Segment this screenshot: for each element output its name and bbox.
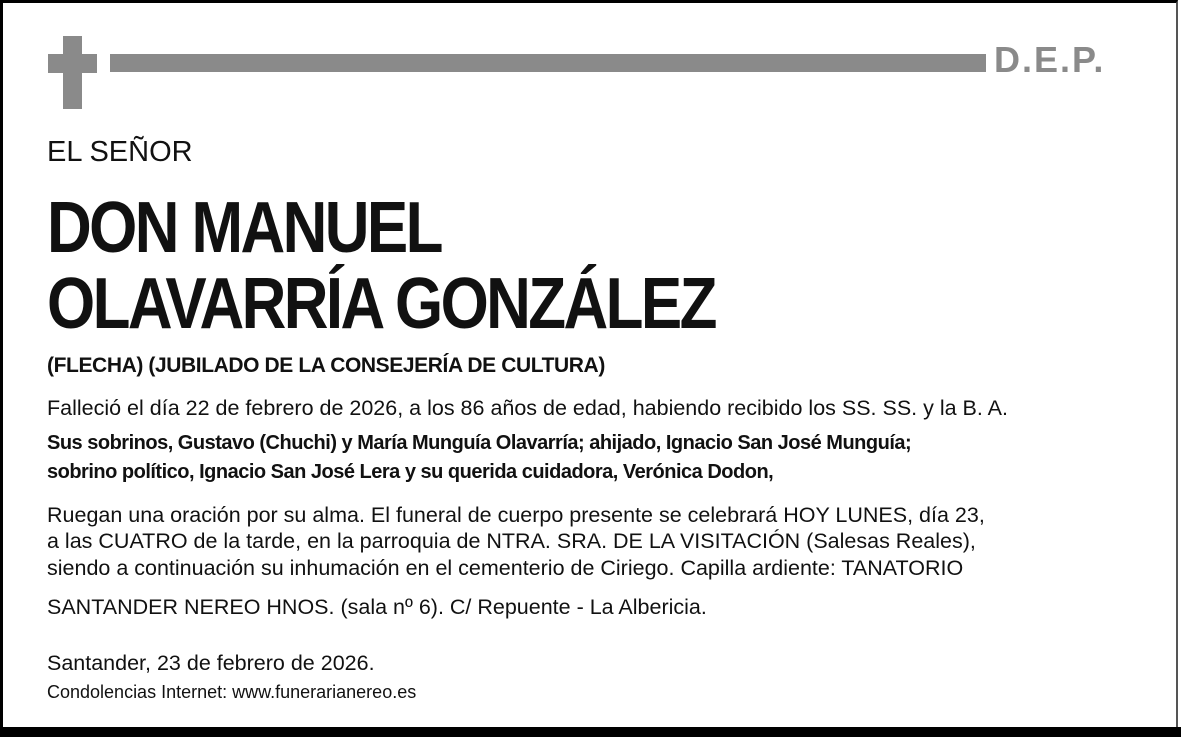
title-prefix: EL SEÑOR xyxy=(47,136,193,168)
condolences: Condolencias Internet: www.funerarianereo.es xyxy=(47,682,417,702)
subtitle: (FLECHA) (JUBILADO DE LA CONSEJERÍA DE CULTURA) xyxy=(47,354,605,377)
deceased-name-line-2: OLAVARRÍA GONZÁLEZ xyxy=(47,264,715,344)
dep-label: D.E.P. xyxy=(994,39,1106,80)
family-line-2: sobrino político, Ignacio San José Lera y su querida cuidadora, Verónica Dodon, xyxy=(47,461,774,483)
death-notice: Falleció el día 22 de febrero de 2026, a los 86 años de edad, habiendo recibido los SS. SS. y la B. A. xyxy=(47,396,1008,420)
header-rule xyxy=(110,54,986,72)
service-line-1: Ruegan una oración por su alma. El funeral de cuerpo presente se celebrará HOY LUNES, día 23, xyxy=(47,503,985,527)
bottom-rule xyxy=(0,727,1181,737)
deceased-name-line-1: DON MANUEL xyxy=(47,188,441,268)
service-line-3: siendo a continuación su inhumación en el cementerio de Ciriego. Capilla ardiente: TANATORIO xyxy=(47,556,964,580)
service-line-2: a las CUATRO de la tarde, en la parroquia de NTRA. SRA. DE LA VISITACIÓN (Salesas Reales), xyxy=(47,529,976,553)
service-line-4: SANTANDER NEREO HNOS. (sala nº 6). C/ Repuente - La Albericia. xyxy=(47,595,707,619)
family-line-1: Sus sobrinos, Gustavo (Chuchi) y María Munguía Olavarría; ahijado, Ignacio San José Munguía; xyxy=(47,432,912,454)
place-date: Santander, 23 de febrero de 2026. xyxy=(47,651,375,675)
